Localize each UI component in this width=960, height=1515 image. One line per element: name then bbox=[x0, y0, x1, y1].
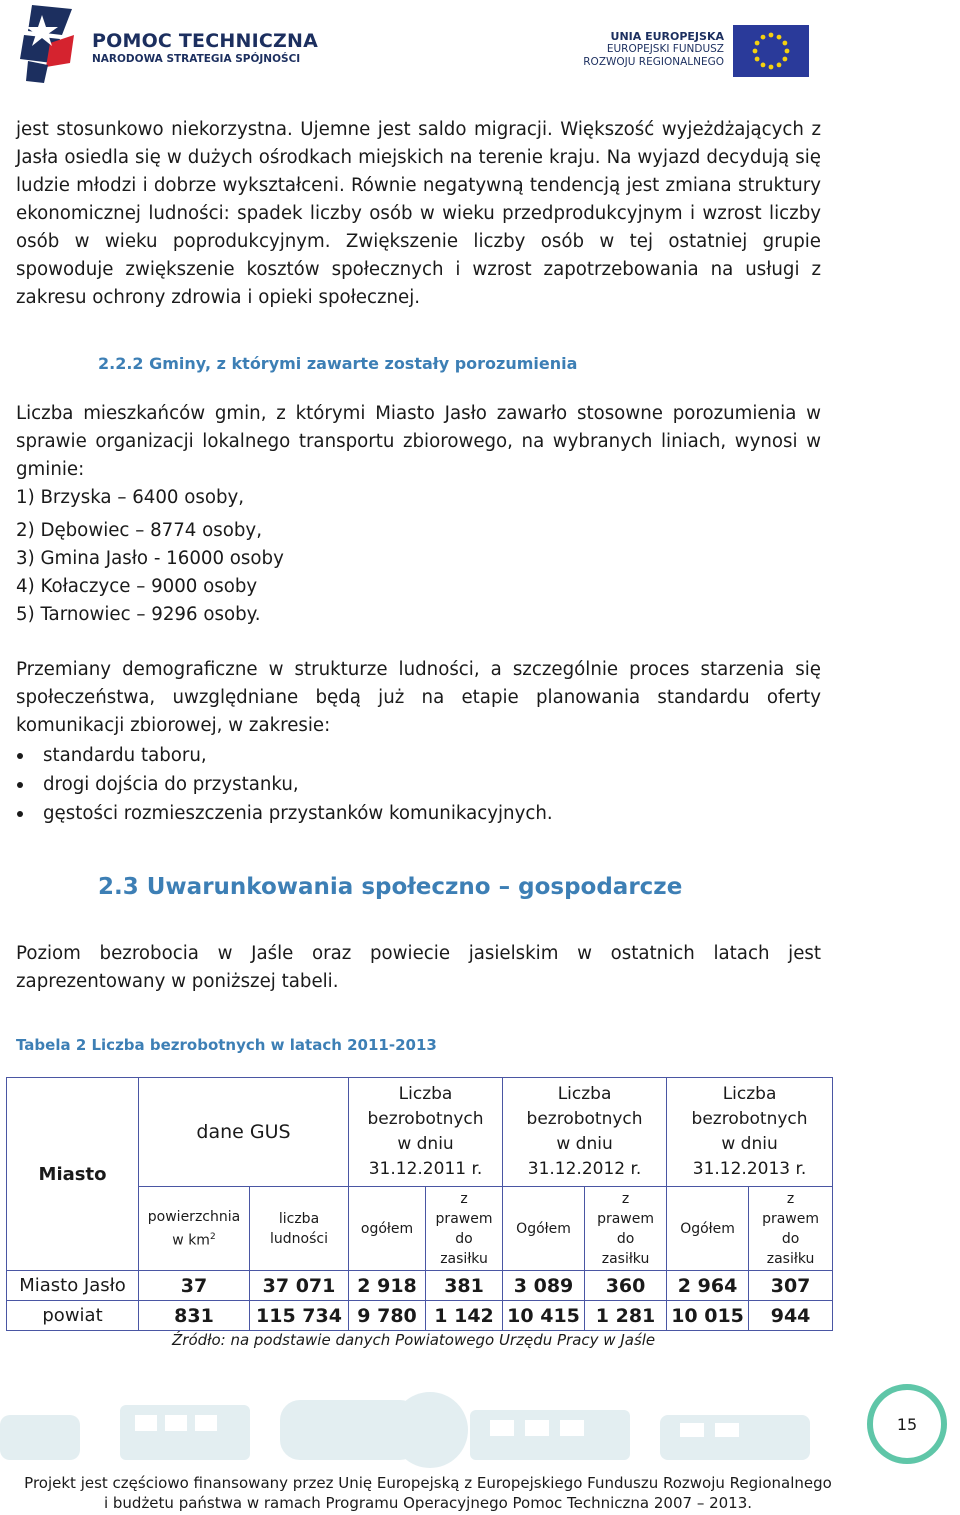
header-line: bezrobotnych bbox=[691, 1109, 808, 1129]
header-line: liczba bbox=[278, 1210, 320, 1227]
header-line: do bbox=[781, 1230, 800, 1247]
bullet-text: gęstości rozmieszczenia przystanków komunikacyjnych. bbox=[43, 803, 553, 824]
header-miasto: Miasto bbox=[7, 1078, 139, 1271]
header-2011 bbox=[349, 1078, 503, 1187]
table-row bbox=[7, 1271, 833, 1301]
header-2013 bbox=[667, 1078, 833, 1187]
list-item bbox=[16, 770, 553, 799]
header-line: w dniu bbox=[556, 1134, 613, 1154]
table-row bbox=[7, 1301, 833, 1331]
list-item: 5) Tarnowiec – 9296 osoby. bbox=[16, 604, 261, 625]
header-total-2012: Ogółem bbox=[503, 1187, 585, 1271]
list-item: 3) Gmina Jasło - 16000 osoby bbox=[16, 548, 284, 569]
section-heading: 2.3 Uwarunkowania społeczno – gospodarcze bbox=[98, 874, 683, 900]
footer-line-1: Projekt jest częściowo finansowany przez Unię Europejską z Europejskiego Funduszu Rozwoju Regionalnego bbox=[24, 1474, 832, 1492]
list-item: 1) Brzyska – 6400 osoby, bbox=[16, 487, 245, 508]
header-line: 31.12.2013 r. bbox=[692, 1159, 807, 1179]
unemployment-table bbox=[6, 1077, 833, 1331]
cell-city: Miasto Jasło bbox=[7, 1271, 139, 1301]
transport-watermark-icon bbox=[0, 1385, 860, 1475]
cell-value: 2 964 bbox=[667, 1271, 749, 1301]
list-item: 4) Kołaczyce – 9000 osoby bbox=[16, 576, 258, 597]
page-number-badge bbox=[867, 1384, 947, 1464]
cell-value: 307 bbox=[749, 1271, 833, 1301]
area-unit: w km bbox=[172, 1232, 210, 1249]
pomoc-techniczna-logo bbox=[18, 5, 88, 89]
page-footer bbox=[0, 1473, 856, 1513]
header-line: zasiłku bbox=[766, 1250, 815, 1267]
footer-decoration bbox=[0, 1385, 860, 1475]
cell-city: powiat bbox=[7, 1301, 139, 1331]
paragraph-migration: jest stosunkowo niekorzystna. Ujemne jest saldo migracji. Większość wyjeżdżających z Jasła osiedla się w dużych ośrodkach miejskich na terenie kraju. Na wyjazd decydują się ludzie młodzi i dobrze wykształceni. Równie negatywną tendencją jest zmiana struktury ekonomicznej ludności: spadek liczby osób w wieku przedprodukcyjnym i wzrost liczby osób w wieku poprodukcyjnym. Zwiększenie liczby osób w tej ostatniej grupie spowoduje zwiększenie kosztów społecznych i wzrost zapotrzebowania na usługi z zakresu ochrony zdrowia i opieki społecznej. bbox=[16, 119, 821, 308]
cell-value: 2 918 bbox=[349, 1271, 426, 1301]
footer-line-2: i budżetu państwa w ramach Programu Operacyjnego Pomoc Techniczna 2007 – 2013. bbox=[103, 1494, 753, 1512]
cell-value: 360 bbox=[585, 1271, 667, 1301]
bullet-text: standardu taboru, bbox=[43, 745, 207, 766]
header-line: w dniu bbox=[397, 1134, 454, 1154]
eu-line-1: UNIA EUROPEJSKA bbox=[610, 30, 724, 43]
header-line: prawem bbox=[597, 1210, 654, 1227]
header-total-2013: Ogółem bbox=[667, 1187, 749, 1271]
header-line: z bbox=[786, 1190, 795, 1207]
list-item bbox=[16, 741, 553, 770]
header-line: w dniu bbox=[721, 1134, 778, 1154]
header-line: do bbox=[455, 1230, 473, 1247]
header-line: do bbox=[616, 1230, 635, 1247]
paragraph-demographics bbox=[16, 656, 821, 740]
subsection-heading: 2.2.2 Gminy, z którymi zawarte zostały porozumienia bbox=[98, 354, 578, 373]
header-gus: dane GUS bbox=[139, 1078, 349, 1187]
cell-value: 115 734 bbox=[250, 1301, 349, 1331]
header-total-2011: ogółem bbox=[349, 1187, 426, 1271]
paragraph-communes-text: Liczba mieszkańców gmin, z którymi Miasto Jasło zawarło stosowne porozumienia w sprawie organizacji lokalnego transportu zbiorowego, na wybranych liniach, wynosi w gminie: bbox=[16, 403, 821, 480]
header-benefit-2011 bbox=[426, 1187, 503, 1271]
header-line: zasiłku bbox=[601, 1250, 650, 1267]
list-item bbox=[16, 799, 553, 828]
logo-subtitle: NARODOWA STRATEGIA SPÓJNOŚCI bbox=[92, 53, 301, 65]
eu-label bbox=[583, 30, 724, 69]
logo-title: POMOC TECHNICZNA bbox=[92, 30, 318, 52]
table-caption: Tabela 2 Liczba bezrobotnych w latach 2011-2013 bbox=[16, 1036, 437, 1054]
header-2012 bbox=[503, 1078, 667, 1187]
bullet-icon bbox=[17, 782, 23, 788]
cell-value: 10 015 bbox=[667, 1301, 749, 1331]
list-item: 2) Dębowiec – 8774 osoby, bbox=[16, 520, 262, 541]
header-line: zasiłku bbox=[440, 1250, 488, 1267]
header-area bbox=[139, 1187, 250, 1271]
eu-line-3: ROZWOJU REGIONALNEGO bbox=[583, 56, 724, 68]
cell-value: 1 142 bbox=[426, 1301, 503, 1331]
cell-value: 37 071 bbox=[250, 1271, 349, 1301]
cell-value: 1 281 bbox=[585, 1301, 667, 1331]
header-line: 31.12.2012 r. bbox=[527, 1159, 642, 1179]
area-unit-exponent: 2 bbox=[209, 1231, 216, 1242]
paragraph-unemployment-text: Poziom bezrobocia w Jaśle oraz powiecie jasielskim w ostatnich latach jest zaprezentowany w poniższej tabeli. bbox=[16, 943, 821, 992]
paragraph-communes bbox=[16, 400, 821, 484]
cell-value: 3 089 bbox=[503, 1271, 585, 1301]
header-line bbox=[139, 1227, 249, 1251]
header-line: prawem bbox=[435, 1210, 493, 1227]
header-line: Liczba bbox=[398, 1084, 453, 1104]
cell-value: 9 780 bbox=[349, 1301, 426, 1331]
paragraph-unemployment bbox=[16, 940, 821, 996]
header-line: bezrobotnych bbox=[526, 1109, 643, 1129]
cell-value: 37 bbox=[139, 1271, 250, 1301]
table-source: Źródło: na podstawie danych Powiatowego Urzędu Pracy w Jaśle bbox=[172, 1331, 656, 1349]
header-line: ludności bbox=[270, 1230, 328, 1247]
header-population bbox=[250, 1187, 349, 1271]
cell-value: 944 bbox=[749, 1301, 833, 1331]
eu-flag-icon bbox=[733, 25, 809, 81]
logo-emblem-icon bbox=[18, 5, 88, 85]
cell-value: 381 bbox=[426, 1271, 503, 1301]
paragraph-demographics-text: Przemiany demograficzne w strukturze ludności, a szczególnie proces starzenia się społeczeństwa, uwzględniane będą już na etapie planowania standardu oferty komunikacji zbiorowej, w zakresie: bbox=[16, 659, 821, 736]
page-number: 15 bbox=[896, 1414, 918, 1434]
header-line: prawem bbox=[762, 1210, 820, 1227]
bullet-list bbox=[16, 741, 553, 828]
header-line: Liczba bbox=[557, 1084, 612, 1104]
header-line: z bbox=[621, 1190, 630, 1207]
cell-value: 10 415 bbox=[503, 1301, 585, 1331]
intro-paragraph bbox=[16, 116, 821, 312]
header-line: 31.12.2011 r. bbox=[368, 1159, 483, 1179]
header-line: bezrobotnych bbox=[367, 1109, 484, 1129]
header-benefit-2012 bbox=[585, 1187, 667, 1271]
eu-line-2: EUROPEJSKI FUNDUSZ bbox=[606, 43, 724, 55]
bullet-icon bbox=[17, 753, 23, 759]
cell-value: 831 bbox=[139, 1301, 250, 1331]
bullet-text: drogi dojścia do przystanku, bbox=[43, 774, 299, 795]
page-header bbox=[0, 0, 960, 95]
header-line: z bbox=[460, 1190, 468, 1207]
header-line: Liczba bbox=[722, 1084, 777, 1104]
header-line: powierzchnia bbox=[147, 1208, 241, 1225]
bullet-icon bbox=[17, 811, 23, 817]
header-benefit-2013 bbox=[749, 1187, 833, 1271]
